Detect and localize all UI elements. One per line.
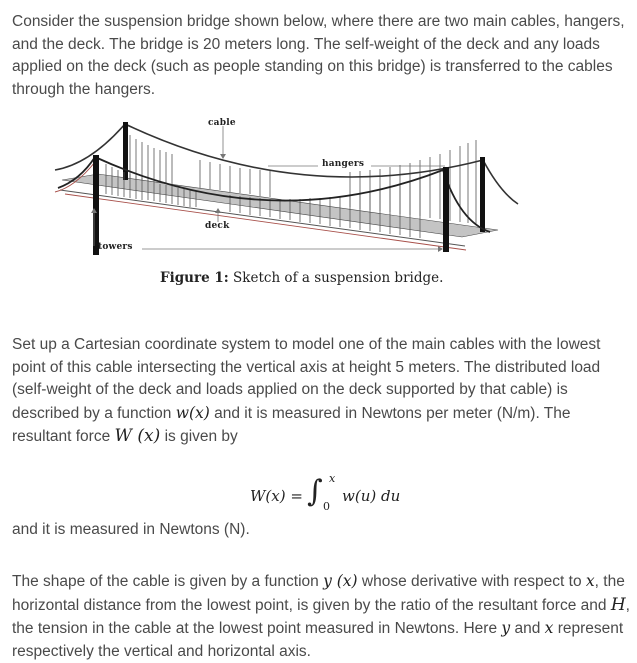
x-variable-math: x (585, 572, 595, 590)
equation-integrand: w(u) du (342, 487, 401, 505)
coordinate-system-paragraph (12, 334, 634, 449)
cable-shape-math: y (x) (323, 572, 358, 590)
p4-text-a: The shape of the cable is given by a function (12, 573, 324, 590)
resultant-force-math: W (x) (114, 426, 161, 447)
cable-arrow-head (220, 154, 226, 159)
p4-text-b: whose derivative with respect to (357, 573, 586, 590)
p4-text-d: , the tension in the cable at the lowest point measured in Newtons. Here (12, 596, 630, 638)
p2-text-a: Set up a Cartesian coordinate system to model one of the main cables with the lowest point of this cable intersecting the vertical axis at height 5 meters. The distributed load (self-weight of the deck and loads applied on the deck supported by that cable) is described by a function (12, 336, 601, 422)
hangers-label: hangers (322, 159, 365, 169)
y-axis-math: y (501, 619, 511, 638)
deck-arrow-head (215, 208, 221, 213)
deck-label: deck (205, 221, 230, 231)
figure-caption-number: Figure 1: (160, 270, 229, 286)
x-axis-math: x (544, 619, 554, 638)
units-paragraph: and it is measured in Newtons (N). (12, 521, 250, 538)
cable-shape-paragraph (12, 570, 634, 663)
towers-label: towers (98, 242, 133, 252)
integral-lower-limit: 0 (323, 500, 330, 513)
p4-text-e: and (510, 620, 545, 638)
front-tower-right (443, 167, 449, 252)
tension-math: H (610, 594, 626, 615)
equation-lhs: W(x) = (250, 487, 303, 505)
bridge-sketch (50, 112, 520, 262)
p4-text-f: represent respectively the vertical and horizontal axis. (12, 620, 624, 660)
p2-text-b: and it is measured in Newtons per meter (N/m). The resultant force (12, 404, 571, 446)
p4-text-c: , the horizontal distance from the lowest point, is given by the ratio of the resultant force and (12, 573, 625, 614)
back-tower-right (480, 157, 485, 232)
integral-upper-limit: x (329, 472, 336, 485)
integral-sign: ∫ (307, 474, 323, 509)
load-function-math: w(x) (175, 403, 210, 422)
suspension-bridge-figure (50, 112, 520, 262)
intro-paragraph: Consider the suspension bridge shown below, where there are two main cables, hangers, and the deck. The bridge is 20 meters long. The self-weight of the deck and any loads applied on the deck (such as people standing on this bridge) is transferred to the cables through the hangers. (12, 13, 625, 98)
p2-text-c: is given by (160, 428, 238, 446)
cable-label: cable (208, 118, 236, 128)
figure-caption (160, 270, 443, 286)
figure-caption-text: Sketch of a suspension bridge. (233, 270, 444, 286)
